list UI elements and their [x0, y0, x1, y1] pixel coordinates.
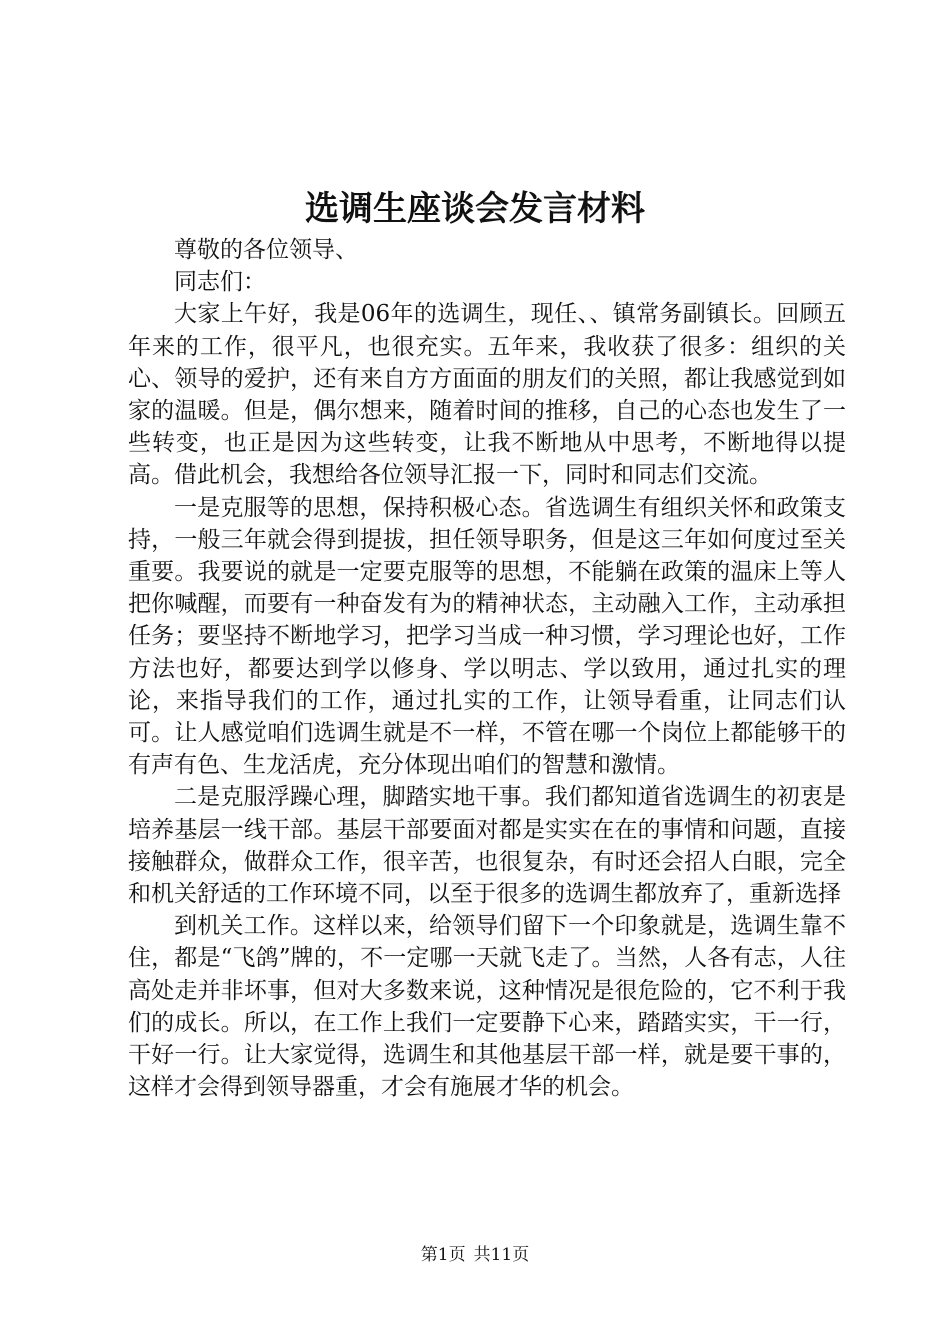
- body-paragraph-continuation: 到机关工作。这样以来，给领导们留下一个印象就是，选调生靠不住，都是“飞鸽”牌的，不一定哪一天就飞走了。当然，人各有志，人往高处走并非坏事，但对大多数来说，这种情况是很危险的，它不利于我们的成长。所以，在工作上我们一定要静下心来，踏踏实实，干一行，干好一行。让大家觉得，选调生和其他基层干部一样，就是要干事的，这样才会得到领导器重，才会有施展才华的机会。: [128, 913, 846, 1101]
- document-body: [128, 234, 846, 1103]
- salutation-line-1: 尊敬的各位领导、: [174, 237, 358, 263]
- body-paragraph-point-one: 一是克服等的思想，保持积极心态。省选调生有组织关怀和政策支持，一般三年就会得到提拔，担任领导职务，但是这三年如何度过至关重要。我要说的就是一定要克服等的思想，不能躺在政策的温床上等人把你喊醒，而要有一种奋发有为的精神状态，主动融入工作，主动承担任务；要坚持不断地学习，把学习当成一种习惯，学习理论也好，工作方法也好，都要达到学以修身、学以明志、学以致用，通过扎实的理论，来指导我们的工作，通过扎实的工作，让领导看重，让同志们认可。让人感觉咱们选调生就是不一样，不管在哪一个岗位上都能够干的有声有色、生龙活虎，充分体现出咱们的智慧和激情。: [128, 494, 846, 779]
- page-total: 共11页: [473, 1245, 530, 1265]
- salutation-line-2: 同志们：: [174, 269, 266, 296]
- page-footer: [0, 1243, 950, 1267]
- document-title: 选调生座谈会发言材料: [305, 189, 645, 229]
- body-paragraph-intro: 大家上午好，我是06年的选调生，现任、、镇常务副镇长。回顾五年来的工作，很平凡，也很充实。五年来，我收获了很多：组织的关心、领导的爱护，还有来自方方面面的朋友们的关照，都让我感觉到如家的温暖。但是，偶尔想来，随着时间的推移，自己的心态也发生了一些转变，也正是因为这些转变，让我不断地从中思考，不断地得以提高。借此机会，我想给各位领导汇报一下，同时和同志们交流。: [128, 301, 846, 489]
- page-number: 第1页: [420, 1245, 466, 1265]
- body-paragraph-point-two: 二是克服浮躁心理，脚踏实地干事。我们都知道省选调生的初衷是培养基层一线干部。基层干部要面对都是实实在在的事情和问题，直接接触群众，做群众工作，很辛苦，也很复杂，有时还会招人白眼，完全和机关舒适的工作环境不同，以至于很多的选调生都放弃了，重新选择: [128, 784, 846, 908]
